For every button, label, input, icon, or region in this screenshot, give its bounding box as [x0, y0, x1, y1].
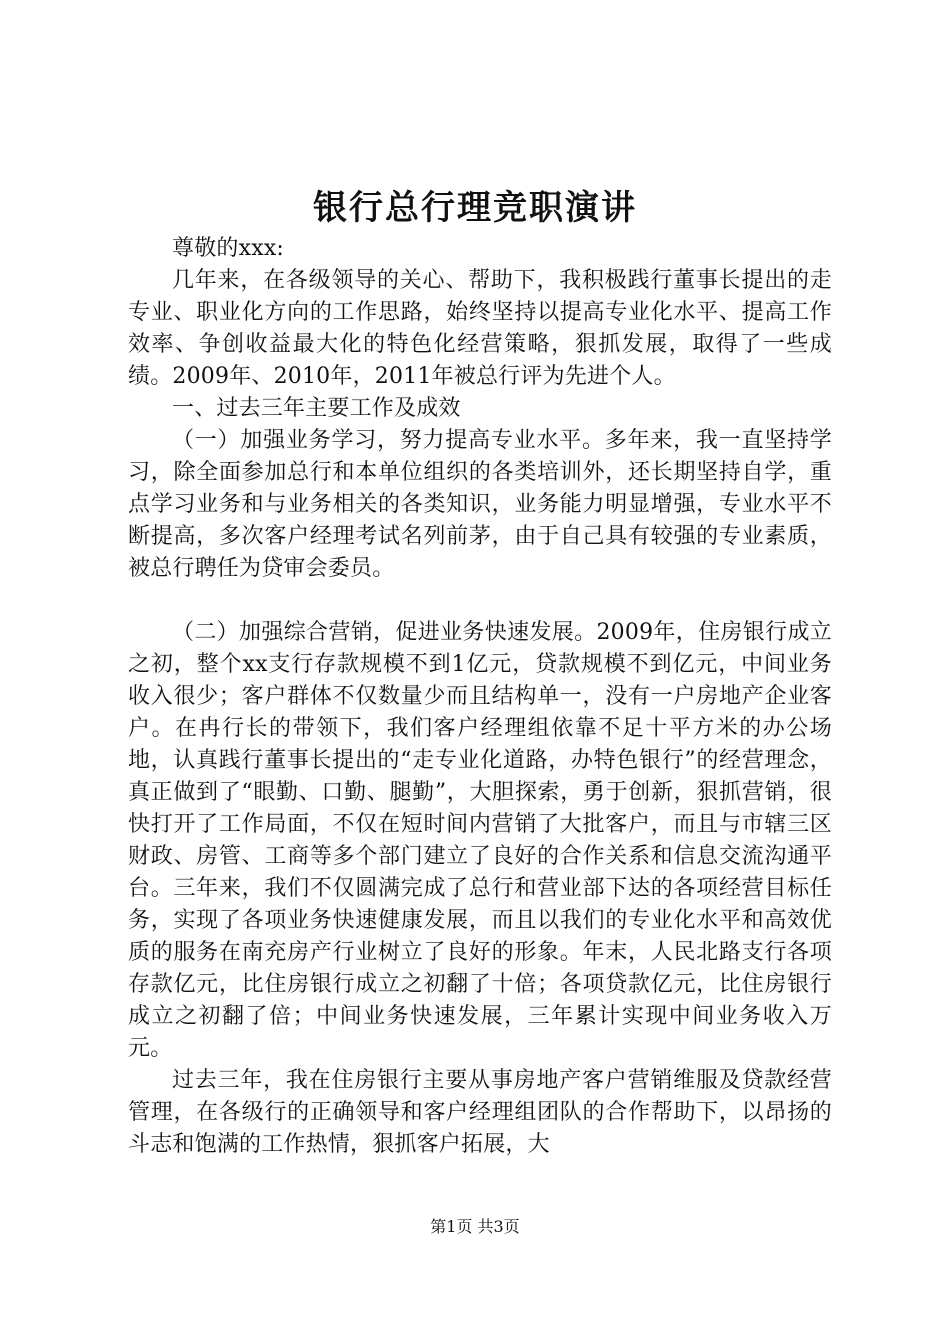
paragraph-marketing: （二）加强综合营销，促进业务快速发展。2009年，住房银行成立之初，整个xx支行存款规模不到1亿元，贷款规模不到亿元，中间业务收入很少；客户群体不仅数量少而且结构单一，没有一户房地产企业客户。在冉行长的带领下，我们客户经理组依靠不足十平方米的办公场地，认真践行董事长提出的“走专业化道路，办特色银行”的经营理念，真正做到了“眼勤、口勤、腿勤”，大胆探索，勇于创新，狠抓营销，很快打开了工作局面，不仅在短时间内营销了大批客户，而且与市辖三区财政、房管、工商等多个部门建立了良好的合作关系和信息交流沟通平台。三年来，我们不仅圆满完成了总行和营业部下达的各项经营目标任务，实现了各项业务快速健康发展，而且以我们的专业化水平和高效优质的服务在南充房产行业树立了良好的形象。年末，人民北路支行各项存款亿元，比住房银行成立之初翻了十倍；各项贷款亿元，比住房银行成立之初翻了倍；中间业务快速发展，三年累计实现中间业务收入万元。 [128, 620, 832, 1061]
paragraph-past-three-years: 过去三年，我在住房银行主要从事房地产客户营销维服及贷款经营管理，在各级行的正确领导和客户经理组团队的合作帮助下，以昂扬的斗志和饱满的工作热情，狠抓客户拓展，大 [128, 1068, 832, 1157]
salutation: 尊敬的xxx: [172, 236, 285, 261]
document-body [128, 233, 832, 1161]
paragraph-study: （一）加强业务学习，努力提高专业水平。多年来，我一直坚持学习，除全面参加总行和本单位组织的各类培训外，还长期坚持自学，重点学习业务和与业务相关的各类知识，业务能力明显增强，专业水平不断提高，多次客户经理考试名列前茅，由于自己具有较强的专业素质，被总行聘任为贷审会委员。 [128, 428, 832, 581]
page-footer: 第1页 共3页 [430, 1217, 520, 1236]
document-title: 银行总行理竞职演讲 [313, 188, 637, 228]
section-heading: 一、过去三年主要工作及成效 [172, 396, 461, 421]
paragraph-intro: 几年来，在各级领导的关心、帮助下，我积极践行董事长提出的走专业、职业化方向的工作思路，始终坚持以提高专业化水平、提高工作效率、争创收益最大化的特色化经营策略，狠抓发展，取得了一些成绩。2009年、2010年，2011年被总行评为先进个人。 [128, 268, 832, 389]
